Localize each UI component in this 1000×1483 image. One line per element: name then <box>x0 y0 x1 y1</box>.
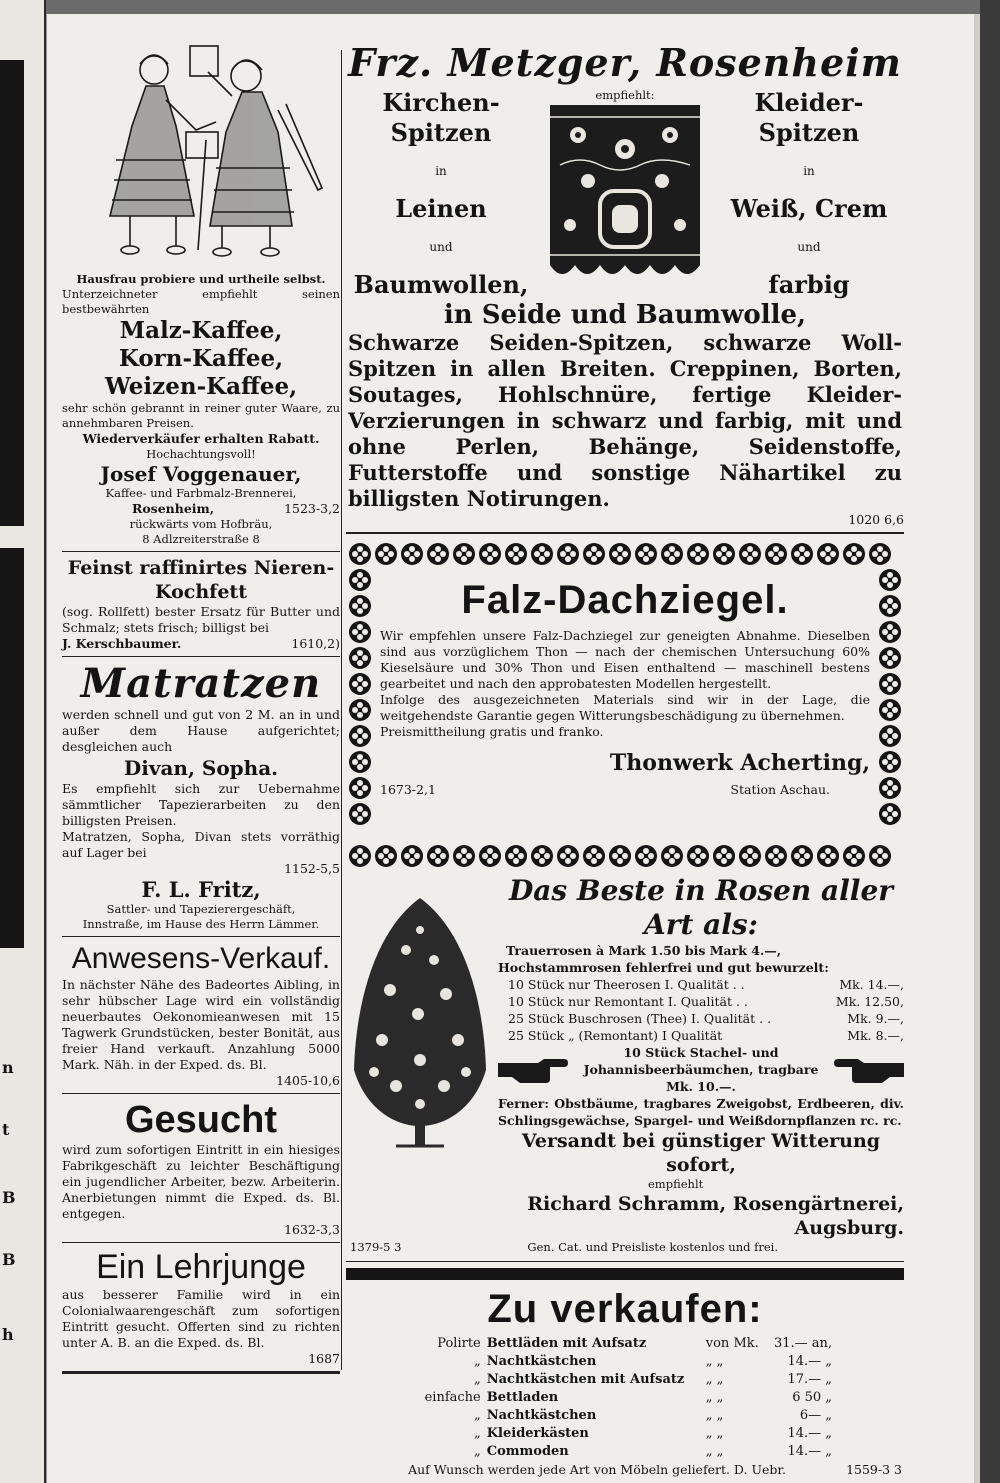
furniture-row <box>418 1390 834 1406</box>
border-ornament <box>879 621 901 643</box>
weiss-crem: Weiß, Crem <box>730 194 888 223</box>
rosen-cat: Gen. Cat. und Preisliste kostenlos und frei. <box>527 1240 779 1254</box>
border-ornament <box>879 647 901 669</box>
border-ornament <box>505 845 527 867</box>
border-ornament <box>349 647 371 669</box>
border-ornament <box>349 569 371 591</box>
furniture-price: 14.— „ <box>787 1426 832 1441</box>
price-row <box>508 1010 904 1027</box>
kleider-spitzen: Kleider-Spitzen <box>754 88 864 147</box>
falz-text2: Infolge des ausgezeichneten Materials sind wir in der Lage, die weitgehendste Garantie gegen Witterungsbeschädigung zu übernehmen. <box>380 692 870 723</box>
furniture-von: „ „ <box>705 1426 724 1441</box>
nieren-title: Feinst raffinirtes Nieren-Kochfett <box>67 557 335 603</box>
border-ornament <box>879 569 901 591</box>
gesucht-text: wird zum sofortigen Eintritt in ein hiesiges Fabrikgeschäft zu leichter Beschäftigung ein jugendlicher Arbeiter, bezw. Arbeiterin. Anerbietungen nimmt die Exped. ds. Bl. entgegen. <box>62 1142 340 1221</box>
border-ornament <box>739 845 761 867</box>
metzger-code: 1020 6,6 <box>848 512 904 527</box>
border-ornament <box>401 845 423 867</box>
furniture-row <box>418 1372 834 1388</box>
border-ornament <box>791 543 813 565</box>
adjacent-letter: h <box>2 1325 14 1344</box>
verkaufen-code: 1559-3 3 <box>846 1462 902 1477</box>
border-ornament <box>609 845 631 867</box>
ad-falz-dachziegel <box>346 540 904 870</box>
furniture-item: Commoden <box>486 1444 569 1459</box>
furniture-pre: „ <box>474 1354 481 1369</box>
border-ornament <box>375 845 397 867</box>
rosen-hand-text: 10 Stück Stachel- und Johannisbeerbäumchen, tragbare Mk. 10.—. <box>583 1045 819 1094</box>
price-item: 25 Stück Buschrosen (Thee) I. Qualität . . <box>508 1011 772 1026</box>
furniture-row <box>418 1426 834 1442</box>
price-value: Mk. 9.—, <box>847 1011 904 1026</box>
border-ornament <box>531 543 553 565</box>
border-ornament <box>557 543 579 565</box>
nieren-text: (sog. Rollfett) bester Ersatz für Butter und Schmalz; stets frisch; billigst bei <box>62 604 340 635</box>
border-ornament <box>879 725 901 747</box>
malz-code: 1523-3,2 <box>284 501 340 516</box>
border-ornament <box>687 845 709 867</box>
malz-trade: Kaffee- und Farbmalz-Brennerei, <box>105 486 297 500</box>
ad-gesucht <box>62 1098 340 1243</box>
furniture-item: Kleiderkästen <box>486 1426 589 1441</box>
metzger-left-block <box>346 88 536 300</box>
furniture-item: Bettläden mit Aufsatz <box>486 1336 647 1351</box>
furniture-price: 6 50 „ <box>792 1390 832 1405</box>
furniture-pre: „ <box>474 1408 481 1423</box>
border-ornament <box>609 543 631 565</box>
border-ornament <box>817 845 839 867</box>
border-ornament <box>869 543 891 565</box>
falz-text3: Preismittheilung gratis und franko. <box>380 724 604 739</box>
border-ornament <box>349 673 371 695</box>
furniture-item: Nachtkästchen mit Aufsatz <box>486 1372 685 1387</box>
furniture-pre: „ <box>474 1444 481 1459</box>
metzger-body: Schwarze Seiden-Spitzen, schwarze Woll-Spitzen in allen Breiten. Creppinen, Borten, Soutages, Hohlschnüre, fertige Kleider-Verzierungen in schwarz und farbig, mit und ohne Perlen, Behänge, Seidenstoffe, Futterstoffe und sonstige Nähartikel zu billigsten Notirungen. <box>348 330 902 511</box>
product-malz: Malz-Kaffee, <box>119 317 283 344</box>
pointing-hand-right-icon <box>498 1057 568 1083</box>
border-ornament <box>349 699 371 721</box>
border-ornament <box>713 543 735 565</box>
word-in: in <box>803 164 815 178</box>
rosen-ferner: Ferner: Obstbäume, tragbares Zweigobst, Erdbeeren, div. Schlingsgewächse, Spargel- und Weißdornpflanzen rc. rc. <box>498 1096 904 1128</box>
price-value: Mk. 12.50, <box>835 994 904 1009</box>
border-ornament <box>375 543 397 565</box>
word-und: und <box>797 240 821 254</box>
border-ornament <box>817 543 839 565</box>
matratzen-text2: Es empfiehlt sich zur Uebernahme sämmtlicher Tapezierarbeiten zu den billigsten Preisen. <box>62 781 340 828</box>
adjacent-letter: B <box>2 1250 16 1269</box>
border-ornament <box>557 845 579 867</box>
furniture-von: „ „ <box>705 1390 724 1405</box>
malz-town: Rosenheim, <box>131 501 215 516</box>
product-weizen: Weizen-Kaffee, <box>104 373 298 400</box>
gesucht-code: 1632-3,3 <box>284 1222 340 1237</box>
furniture-von: von Mk. <box>705 1336 759 1351</box>
border-ornament <box>687 543 709 565</box>
matratzen-sub: Divan, Sopha. <box>123 756 279 780</box>
matratzen-text3: Matratzen, Sopha, Divan stets vorräthig auf Lager bei <box>62 829 340 860</box>
matratzen-address: Innstraße, im Hause des Herrn Lämmer. <box>82 917 320 931</box>
furniture-row <box>418 1444 834 1460</box>
furniture-table <box>416 1334 836 1462</box>
border-ornament <box>879 595 901 617</box>
adjacent-letter: n <box>2 1058 14 1077</box>
border-ornament <box>869 845 891 867</box>
ad-lehrjunge <box>62 1247 340 1374</box>
lehrjunge-text: aus besserer Familie wird in ein Colonialwaarengeschäft zum sofortigen Eintritt gesucht. Offerten sind zu richten unter A. B. an die Exped. ds. Bl. <box>62 1287 340 1350</box>
border-ornament <box>583 845 605 867</box>
ad-rosen <box>346 874 904 1262</box>
baumwollen: Baumwollen, <box>353 270 529 299</box>
metzger-title: Frz. Metzger, Rosenheim <box>348 40 902 85</box>
matratzen-trade: Sattler- und Tapezierergeschäft, <box>106 902 296 916</box>
rosen-firm: Richard Schramm, Rosengärtnerei, Augsburg. <box>527 1193 904 1239</box>
price-row <box>508 993 904 1010</box>
nieren-code: 1610,2) <box>291 636 340 651</box>
border-ornament <box>349 621 371 643</box>
furniture-row <box>418 1354 834 1370</box>
verkaufen-title: Zu verkaufen: <box>487 1287 763 1331</box>
ad-malzkaffee <box>62 40 340 552</box>
adjacent-letter: B <box>2 1188 16 1207</box>
anwesen-code: 1405-10,6 <box>276 1073 340 1088</box>
border-ornament <box>479 543 501 565</box>
furniture-pre: einfache <box>424 1390 481 1405</box>
farbig: farbig <box>768 270 850 299</box>
left-column <box>62 40 340 1374</box>
price-item: 25 Stück „ (Remontant) I Qualität <box>508 1028 723 1043</box>
rosen-price-list <box>498 976 904 1044</box>
furniture-price: 17.— „ <box>787 1372 832 1387</box>
rosen-line1: Trauerrosen à Mark 1.50 bis Mark 4.—, <box>506 943 782 958</box>
malz-greeting: Hochachtungsvoll! <box>146 447 256 461</box>
border-ornament <box>479 845 501 867</box>
malz-name: Josef Voggenauer, <box>100 462 302 486</box>
border-ornament <box>879 751 901 773</box>
border-ornament <box>661 543 683 565</box>
falz-station: Station Aschau. <box>730 782 830 797</box>
anwesen-text: In nächster Nähe des Badeortes Aibling, in sehr hübscher Lage wird ein vollständig neuerbautes Oekonomieanwesen mit 15 Tagwerk Grundstücken, bester Bonität, aus freier Hand verkauft. Anzahlung 5000 Mark. Näh. in der Exped. ds. Bl. <box>62 977 340 1072</box>
ad-matratzen <box>62 661 340 937</box>
furniture-von: „ „ <box>705 1408 724 1423</box>
rosen-empf: empfiehlt <box>648 1177 704 1191</box>
border-ornament <box>791 845 813 867</box>
leinen: Leinen <box>395 194 487 223</box>
metzger-center <box>550 88 700 300</box>
lace-illustration <box>550 105 700 283</box>
price-value: Mk. 14.—, <box>839 977 904 992</box>
border-ornament <box>713 845 735 867</box>
ad-zu-verkaufen <box>346 1268 904 1483</box>
product-korn: Korn-Kaffee, <box>118 345 284 372</box>
furniture-price: 6— „ <box>799 1408 832 1423</box>
furniture-von: „ „ <box>705 1354 724 1369</box>
border-ornament <box>349 803 371 825</box>
column-divider <box>341 50 342 1370</box>
gesucht-title: Gesucht <box>124 1099 278 1141</box>
malz-intro: Unterzeichneter empfiehlt seinen bestbewährten <box>62 287 340 316</box>
furniture-von: „ „ <box>705 1444 724 1459</box>
border-ornament <box>349 595 371 617</box>
border-ornament <box>427 845 449 867</box>
lehrjunge-title: Ein Lehrjunge <box>96 1248 306 1286</box>
malz-rabatt: Wiederverkäufer erhalten Rabatt. <box>82 431 320 446</box>
price-item: 10 Stück nur Theerosen I. Qualität . . <box>508 977 745 992</box>
rose-tree-illustration <box>346 890 494 1152</box>
border-ornament <box>879 699 901 721</box>
border-ornament <box>879 777 901 799</box>
border-ornament <box>453 543 475 565</box>
furniture-pre: „ <box>474 1426 481 1441</box>
nieren-name: J. Kerschbaumer. <box>62 636 182 651</box>
border-ornament <box>843 543 865 565</box>
border-ornament <box>843 845 865 867</box>
rosen-line2: Hochstammrosen fehlerfrei und gut bewurzelt: <box>498 960 829 975</box>
border-ornament <box>349 751 371 773</box>
word-in: in <box>435 164 447 178</box>
rosen-title: Das Beste in Rosen aller Art als: <box>508 874 894 941</box>
furniture-item: Nachtkästchen <box>486 1354 597 1369</box>
heavy-rule <box>346 1268 904 1280</box>
adjacent-page-edge <box>0 0 46 1483</box>
furniture-item: Nachtkästchen <box>486 1408 597 1423</box>
anwesen-title: Anwesens-Verkauf. <box>71 942 331 975</box>
border-ornament <box>661 845 683 867</box>
matratzen-title: Matratzen <box>80 660 322 707</box>
lehrjunge-code: 1687 <box>308 1351 340 1366</box>
border-ornament <box>635 543 657 565</box>
falz-code: 1673-2,1 <box>380 782 436 797</box>
furniture-price: 14.— „ <box>787 1354 832 1369</box>
malz-address2: 8 Adlzreiterstraße 8 <box>142 532 260 546</box>
scan-edge <box>980 0 1000 1483</box>
price-row <box>508 976 904 993</box>
border-ornament <box>765 543 787 565</box>
border-ornament <box>349 543 371 565</box>
matratzen-text: werden schnell und gut von 2 M. an in und außer dem Hause aufgerichtet; desgleichen auch <box>62 707 340 754</box>
two-women-illustration <box>66 40 336 268</box>
furniture-row <box>418 1336 834 1352</box>
furniture-row <box>418 1408 834 1424</box>
border-ornament <box>879 673 901 695</box>
border-ornament <box>583 543 605 565</box>
price-value: Mk. 8.—, <box>847 1028 904 1043</box>
border-ornament <box>531 845 553 867</box>
price-item: 10 Stück nur Remontant I. Qualität . . <box>508 994 748 1009</box>
falz-text1: Wir empfehlen unsere Falz-Dachziegel zur geneigten Abnahme. Dieselben sind aus vorzüglichem Thon — nach der chemischen Untersuchung 60% Kieselsäure und 30% Thon und Eisen enthaltend — maschinell bestens gearbeitet und nach den approbatesten Modellen hergestellt. <box>380 628 870 691</box>
border-ornament <box>635 845 657 867</box>
metzger-right-block <box>714 88 904 300</box>
border-ornament <box>427 543 449 565</box>
furniture-price: 14.— „ <box>787 1444 832 1459</box>
border-ornament <box>401 543 423 565</box>
word-und: und <box>429 240 453 254</box>
border-ornament <box>505 543 527 565</box>
metzger-line1: in Seide und Baumwolle, <box>443 300 807 330</box>
border-ornament <box>739 543 761 565</box>
border-ornament <box>765 845 787 867</box>
malz-caption: Hausfrau probiere und urtheile selbst. <box>76 272 326 286</box>
matratzen-name: F. L. Fritz, <box>141 877 261 902</box>
metzger-empfiehlt: empfiehlt: <box>595 88 655 102</box>
kirchen-spitzen: Kirchen-Spitzen <box>382 88 500 147</box>
furniture-pre: Polirte <box>437 1336 481 1351</box>
pointing-hand-left-icon <box>834 1057 904 1083</box>
matratzen-code: 1152-5,5 <box>284 861 340 876</box>
ad-anwesen <box>62 941 340 1094</box>
right-column <box>346 40 904 1483</box>
malz-desc: sehr schön gebrannt in reiner guter Waare, zu annehmbaren Preisen. <box>62 401 340 430</box>
border-ornament <box>453 845 475 867</box>
falz-title: Falz-Dachziegel. <box>461 578 789 622</box>
furniture-von: „ „ <box>705 1372 724 1387</box>
adjacent-column-bar <box>0 60 24 526</box>
border-ornament <box>349 777 371 799</box>
border-ornament <box>349 725 371 747</box>
adjacent-letter: t <box>2 1120 10 1139</box>
border-ornament <box>879 803 901 825</box>
adjacent-column-bar <box>0 548 24 948</box>
ad-nierenfett <box>62 556 340 657</box>
ad-metzger <box>346 40 904 534</box>
rosen-code: 1379-5 3 <box>350 1240 402 1254</box>
rosen-versand: Versandt bei günstiger Witterung sofort, <box>521 1130 881 1176</box>
furniture-price: 31.— an, <box>773 1336 832 1351</box>
furniture-pre: „ <box>474 1372 481 1387</box>
furniture-item: Bettladen <box>486 1390 559 1405</box>
border-ornament <box>349 845 371 867</box>
falz-firm: Thonwerk Acherting, <box>609 750 870 776</box>
malz-address1: rückwärts vom Hofbräu, <box>129 517 273 531</box>
verkaufen-footer: Auf Wunsch werden jede Art von Möbeln geliefert. D. Uebr. <box>408 1462 786 1477</box>
price-row <box>508 1027 904 1044</box>
